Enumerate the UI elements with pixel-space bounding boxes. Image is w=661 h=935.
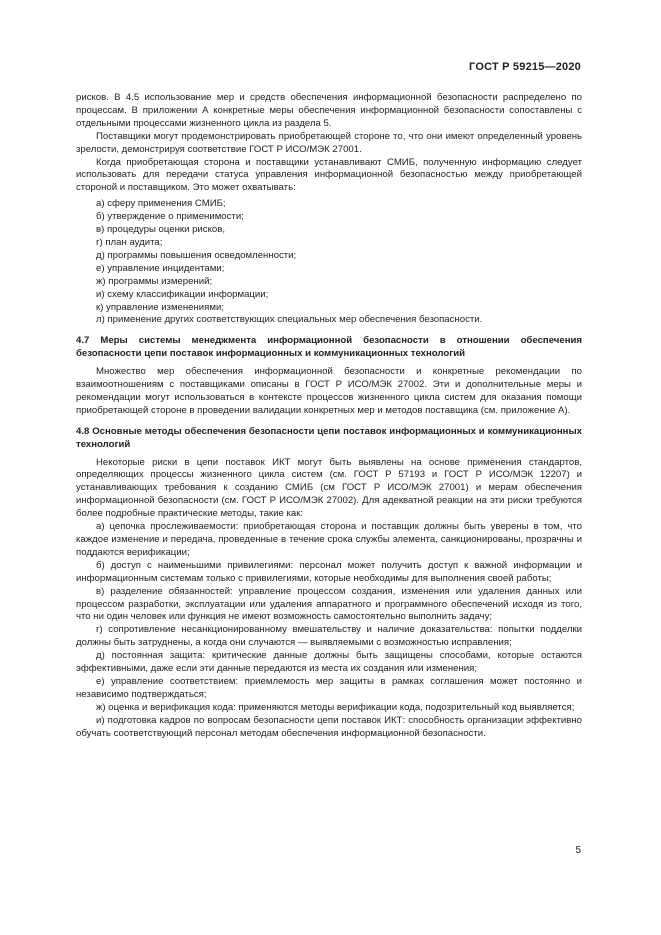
- list-item: г) сопротивление несанкционированному вмешательству и наличие доказательства: попытки подделки должны быть затруднены, а когда они случаются — выявляемыми с возможностью исправления;: [76, 624, 582, 649]
- page-content: [76, 92, 582, 741]
- list-item: ж) программы измерений;: [96, 275, 213, 287]
- list-item: д) постоянная защита: критические данные должны быть защищены способами, которые остаются эффективными, даже если эти данные передаются из места их создания или изменения;: [76, 650, 582, 675]
- list-item: ж) оценка и верификация кода: применяются методы верификации кода, подозрительный код выявляется;: [96, 701, 575, 713]
- list-item: в) разделение обязанностей: управление процессом создания, изменения или удаления данных или процессом разработки, эксплуатации или удаления аппаратного и программного обеспечений исходя из того, что ни один человек или функция не имеют возможность самостоятельно выполнить задачу;: [76, 585, 582, 623]
- standard-header: ГОСТ Р 59215—2020: [469, 61, 581, 73]
- list-item: б) доступ с наименьшими привилегиями: персонал может получить доступ к важной информации и информационным системам только с привилегиями, которые необходимы для выполнения своей работы;: [76, 559, 582, 584]
- list-item: е) управление соответствием: приемлемость мер защиты в рамках соглашения может постоянно и независимо подтверждаться;: [76, 675, 582, 700]
- paragraph-risks: рисков. В 4.5 использование мер и средств обеспечения информационной безопасности распределено по процессам. В приложении А конкретные меры обеспечения информационной безопасности сопоставлены с отдельными процессами жизненного цикла из раздела 5.: [76, 92, 582, 129]
- section-4-7-heading: 4.7 Меры системы менеджмента информационной безопасности в отношении обеспечения безопасности цепи поставок информационных и коммуникационных технологий: [76, 335, 582, 360]
- section-4-8-heading: 4.8 Основные методы обеспечения безопасности цепи поставок информационных и коммуникационных технологий: [76, 425, 582, 450]
- list-item: г) план аудита;: [96, 236, 163, 248]
- isms-coverage-list: [76, 198, 582, 327]
- section-4-7-body: Множество мер обеспечения информационной безопасности и конкретные рекомендации по взаимоотношениям с поставщиками описаны в ГОСТ Р ИСО/МЭК 27002. Эти и дополнительные меры и рекомендации могут использоваться в контексте процессов жизненного цикла систем для оказания помощи приобретающей стороне в проведении валидации конкретных мер и методов поставщика (см. приложение А).: [76, 366, 582, 416]
- list-item: е) управление инцидентами;: [96, 262, 225, 274]
- security-methods-list: [76, 521, 582, 740]
- list-item: а) цепочка прослеживаемости: приобретающая сторона и поставщик должны быть уверены в том, что каждое изменение и передача, проведенные в течение срока службы элемента, санкционированы, прозрачны и поддаются верификации;: [76, 521, 582, 558]
- list-item: и) подготовка кадров по вопросам безопасности цепи поставок ИКТ: способность организации эффективно обучать соответствующий персонал методам обеспечения информационной безопасности.: [76, 714, 582, 739]
- list-item: б) утверждение о применимости;: [96, 211, 244, 223]
- paragraph-isms-information: Когда приобретающая сторона и поставщики устанавливают СМИБ, полученную информацию следует использовать для передачи статуса управления информационной безопасностью между приобретающей стороной и поставщиком. Это может охватывать:: [76, 156, 582, 194]
- list-item: л) применение других соответствующих специальных мер обеспечения безопасности.: [96, 314, 483, 326]
- list-item: к) управление изменениями;: [96, 301, 224, 313]
- list-item: и) схему классификации информации;: [96, 288, 269, 300]
- page-number: 5: [575, 845, 581, 856]
- list-item: в) процедуры оценки рисков,: [96, 224, 225, 236]
- section-4-8-intro: Некоторые риски в цепи поставок ИКТ могут быть выявлены на основе применения стандартов, определяющих процессы жизненного цикла систем (см. ГОСТ Р 57193 и ГОСТ Р ИСО/МЭК 12207) и устанавливающих требования к созданию СМИБ (см ГОСТ Р ИСО/МЭК 27001) и мерам обеспечения информационной безопасности (см. ГОСТ Р ИСО/МЭК 27002). Для адекватной реакции на эти риски требуются более подробные практические методы, такие как:: [76, 456, 582, 520]
- paragraph-suppliers-maturity: Поставщики могут продемонстрировать приобретающей стороне то, что они имеют определенный уровень зрелости, демонстрируя соответствие ГОСТ Р ИСО/МЭК 27001.: [76, 130, 582, 155]
- list-item: д) программы повышения осведомленности;: [96, 249, 297, 261]
- list-item: а) сферу применения СМИБ;: [96, 198, 226, 210]
